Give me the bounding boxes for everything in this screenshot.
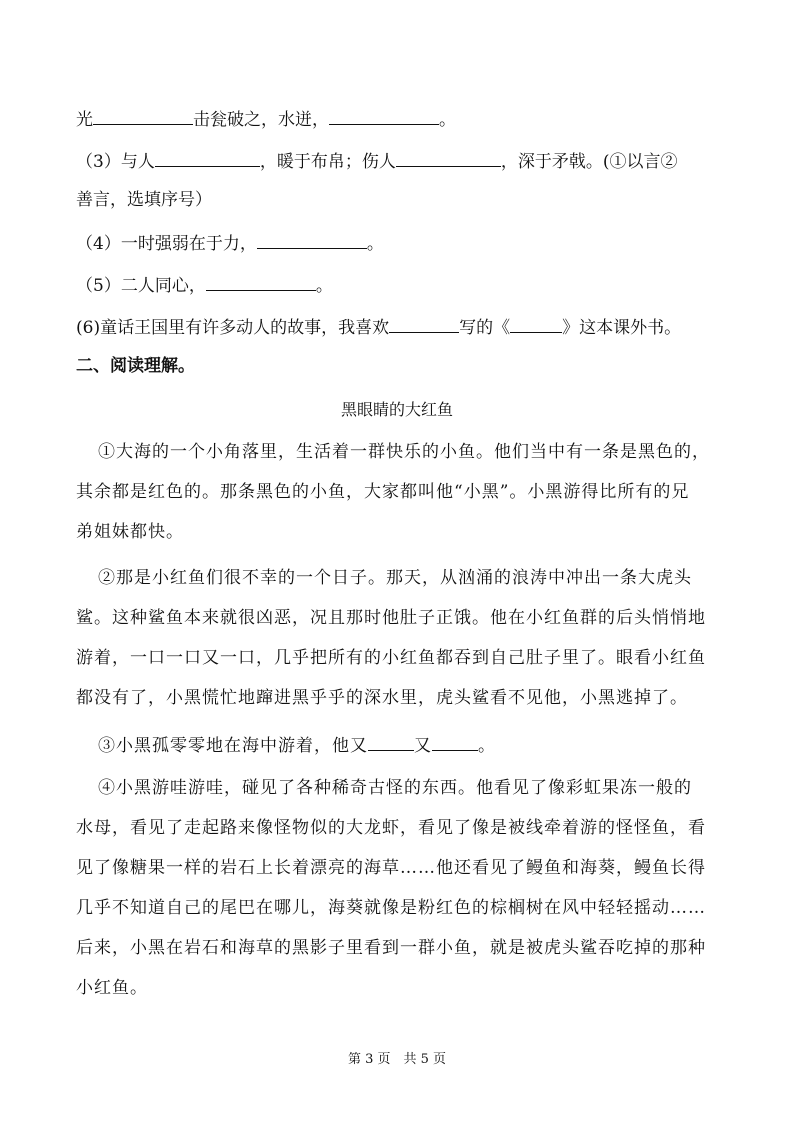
answer-blank[interactable] xyxy=(389,314,459,333)
passage-line: 游着，一口一口又一口，几乎把所有的小红鱼都吞到自己肚子里了。眼看小红鱼 xyxy=(76,648,706,668)
line-text: ③小黑孤零零地在海中游着，他又 xyxy=(98,736,368,756)
line-text: 击瓮破之，水迸， xyxy=(193,110,329,130)
passage-line: 鲨。这种鲨鱼本来就很凶恶，况且那时他肚子正饿。他在小红鱼群的后头悄悄地 xyxy=(76,608,706,628)
line-text: 又 xyxy=(414,736,432,756)
line-text: （5）二人同心， xyxy=(76,276,206,296)
line-text: 写的《 xyxy=(459,318,511,338)
section-heading: 二、阅读理解。 xyxy=(76,356,195,376)
answer-blank[interactable] xyxy=(368,732,414,751)
fill-line-q5 xyxy=(76,272,333,298)
passage-line: 都没有了，小黑慌忙地蹿进黑乎乎的深水里，虎头鲨看不见他，小黑逃掉了。 xyxy=(76,688,688,708)
line-text: 。 xyxy=(478,736,496,756)
passage-paragraph-3 xyxy=(98,732,496,758)
fill-line-q2-continued xyxy=(76,106,456,132)
passage-line: 弟姐妹都快。 xyxy=(76,522,184,542)
fill-line-q6 xyxy=(76,314,681,340)
fill-line-q3-continued: 善言，选填序号） xyxy=(76,190,212,210)
fill-line-q4 xyxy=(76,230,384,256)
page-footer: 第 3 页 共 5 页 xyxy=(347,1052,447,1067)
answer-blank[interactable] xyxy=(329,106,439,125)
answer-blank[interactable] xyxy=(206,272,316,291)
line-text: （4）一时强弱在于力， xyxy=(76,234,257,254)
line-text: 光 xyxy=(76,110,93,130)
line-text: 。 xyxy=(315,276,333,296)
passage-line: 几乎不知道自己的尾巴在哪儿，海葵就像是粉红色的棕榈树在风中轻轻摇动…… xyxy=(76,898,706,918)
answer-blank[interactable] xyxy=(396,148,501,167)
passage-line: 见了像糖果一样的岩石上长着漂亮的海草……他还看见了鳗鱼和海葵，鳗鱼长得 xyxy=(76,858,706,878)
passage-line: 其余都是红色的。那条黑色的小鱼，大家都叫他“小黑”。小黑游得比所有的兄 xyxy=(76,482,690,502)
line-text: (6)童话王国里有许多动人的故事，我喜欢 xyxy=(76,318,390,338)
passage-title: 黑眼睛的大红鱼 xyxy=(340,400,453,419)
line-text: 》这本课外书。 xyxy=(562,318,682,338)
answer-blank[interactable] xyxy=(155,148,260,167)
line-text: 。 xyxy=(366,234,384,254)
passage-line: ①大海的一个小角落里，生活着一群快乐的小鱼。他们当中有一条是黑色的， xyxy=(98,442,710,462)
answer-blank[interactable] xyxy=(510,314,562,333)
line-text: （3）与人 xyxy=(76,152,155,172)
line-text: ，暖于布帛；伤人 xyxy=(259,152,396,172)
passage-line: 水母，看见了走起路来像怪物似的大龙虾，看见了像是被线牵着游的怪怪鱼，看 xyxy=(76,818,706,838)
passage-line: 小红鱼。 xyxy=(76,978,148,998)
answer-blank[interactable] xyxy=(432,732,478,751)
passage-line: ②那是小红鱼们很不幸的一个日子。那天，从汹涌的浪涛中冲出一条大虎头 xyxy=(98,568,692,588)
line-text: 。 xyxy=(439,110,456,130)
answer-blank[interactable] xyxy=(257,230,367,249)
line-text: ，深于矛戟。(①以言② xyxy=(500,152,678,172)
fill-line-q3 xyxy=(76,148,677,174)
passage-line: ④小黑游哇游哇，碰见了各种稀奇古怪的东西。他看见了像彩虹果冻一般的 xyxy=(98,778,692,798)
answer-blank[interactable] xyxy=(93,106,193,125)
passage-line: 后来，小黑在岩石和海草的黑影子里看到一群小鱼，就是被虎头鲨吞吃掉的那种 xyxy=(76,938,706,958)
